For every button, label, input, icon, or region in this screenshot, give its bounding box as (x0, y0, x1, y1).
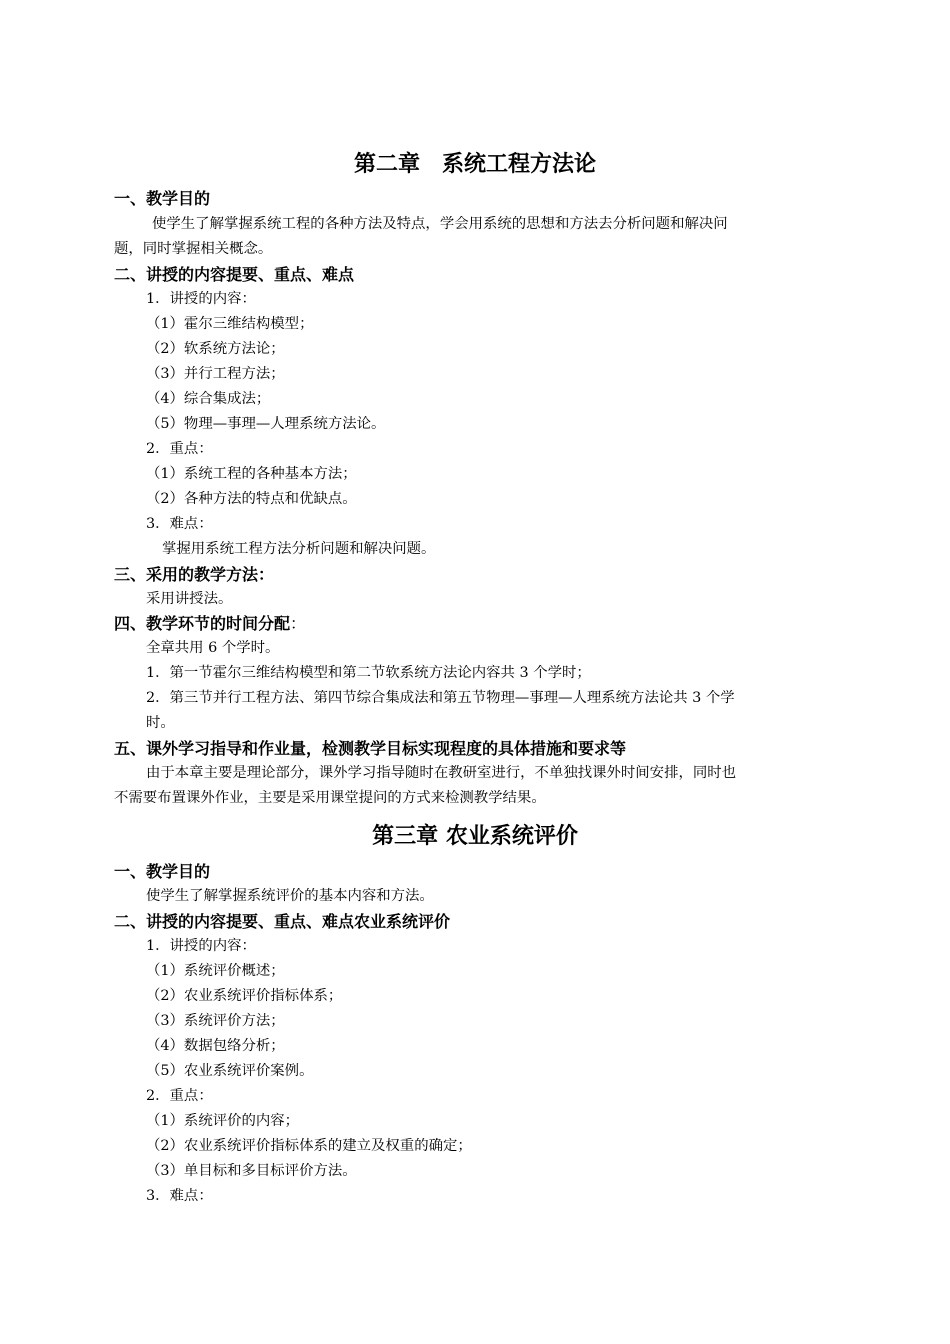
ch3-content-item-2: （2）农业系统评价指标体系； (146, 988, 343, 1004)
ch3-content-item-4: （4）数据包络分析； (146, 1038, 285, 1054)
ch3-difficulty-label: 3．难点： (146, 1188, 213, 1204)
ch2-objective-line-2: 题，同时掌握相关概念。 (114, 241, 273, 257)
ch2-section-4-heading-text: 四、教学环节的时间分配 (114, 614, 291, 633)
ch2-content-item-2: （2）软系统方法论； (146, 341, 285, 357)
ch3-content-item-1: （1）系统评价概述； (146, 963, 285, 979)
ch3-key-item-1: （1）系统评价的内容； (146, 1113, 300, 1129)
ch3-content-item-5: （5）农业系统评价案例。 (146, 1063, 314, 1079)
ch2-section-5-heading: 五、课外学习指导和作业量，检测教学目标实现程度的具体措施和要求等 (114, 739, 627, 758)
ch2-section-1-heading: 一、教学目的 (114, 189, 211, 208)
ch2-section-3-heading: 三、采用的教学方法： (114, 565, 275, 584)
ch2-content-item-5: （5）物理—事理—人理系统方法论。 (146, 416, 386, 432)
ch3-content-item-3: （3）系统评价方法； (146, 1013, 285, 1029)
ch2-content-item-4: （4）综合集成法； (146, 391, 271, 407)
ch2-difficulty-text: 掌握用系统工程方法分析问题和解决问题。 (162, 541, 436, 557)
ch3-key-item-3: （3）单目标和多目标评价方法。 (146, 1163, 357, 1179)
ch2-section-4-heading-colon: ： (290, 614, 307, 633)
ch2-objective-line-1: 使学生了解掌握系统工程的各种方法及特点，学会用系统的思想和方法去分析问题和解决问 (152, 216, 728, 232)
ch2-section-4-heading (114, 616, 306, 632)
ch3-section-1-heading: 一、教学目的 (114, 862, 211, 881)
ch2-key-item-2: （2）各种方法的特点和优缺点。 (146, 491, 357, 507)
ch2-content-label: 1．讲授的内容： (146, 291, 256, 307)
ch2-method-text: 采用讲授法。 (146, 591, 233, 607)
ch2-content-item-1: （1）霍尔三维结构模型； (146, 316, 314, 332)
ch2-section-2-heading: 二、讲授的内容提要、重点、难点 (114, 265, 355, 284)
ch2-hours-item-2-line-1: 2．第三节并行工程方法、第四节综合集成法和第五节物理—事理—人理系统方法论共 3 个学 (146, 690, 735, 706)
ch3-key-label: 2．重点： (146, 1088, 213, 1104)
ch2-difficulty-label: 3．难点： (146, 516, 213, 532)
ch2-key-label: 2．重点： (146, 441, 213, 457)
ch3-content-label: 1．讲授的内容： (146, 938, 256, 954)
ch3-key-item-2: （2）农业系统评价指标体系的建立及权重的确定； (146, 1138, 472, 1154)
ch2-homework-line-2: 不需要布置课外作业，主要是采用课堂提问的方式来检测教学结果。 (114, 790, 546, 806)
ch2-content-item-3: （3）并行工程方法； (146, 366, 285, 382)
ch2-homework-line-1: 由于本章主要是理论部分，课外学习指导随时在教研室进行，不单独找课外时间安排，同时也 (146, 765, 737, 781)
ch3-section-2-heading: 二、讲授的内容提要、重点、难点农业系统评价 (114, 912, 451, 931)
ch3-objective-text: 使学生了解掌握系统评价的基本内容和方法。 (146, 888, 434, 904)
ch2-hours-total: 全章共用 6 个学时。 (146, 640, 280, 656)
ch2-key-item-1: （1）系统工程的各种基本方法； (146, 466, 357, 482)
ch2-hours-item-2-line-2: 时。 (146, 715, 175, 731)
chapter-3-title: 第三章 农业系统评价 (372, 823, 578, 849)
chapter-2-title: 第二章 系统工程方法论 (353, 151, 596, 177)
ch2-hours-item-1: 1．第一节霍尔三维结构模型和第二节软系统方法论内容共 3 个学时； (146, 665, 591, 681)
